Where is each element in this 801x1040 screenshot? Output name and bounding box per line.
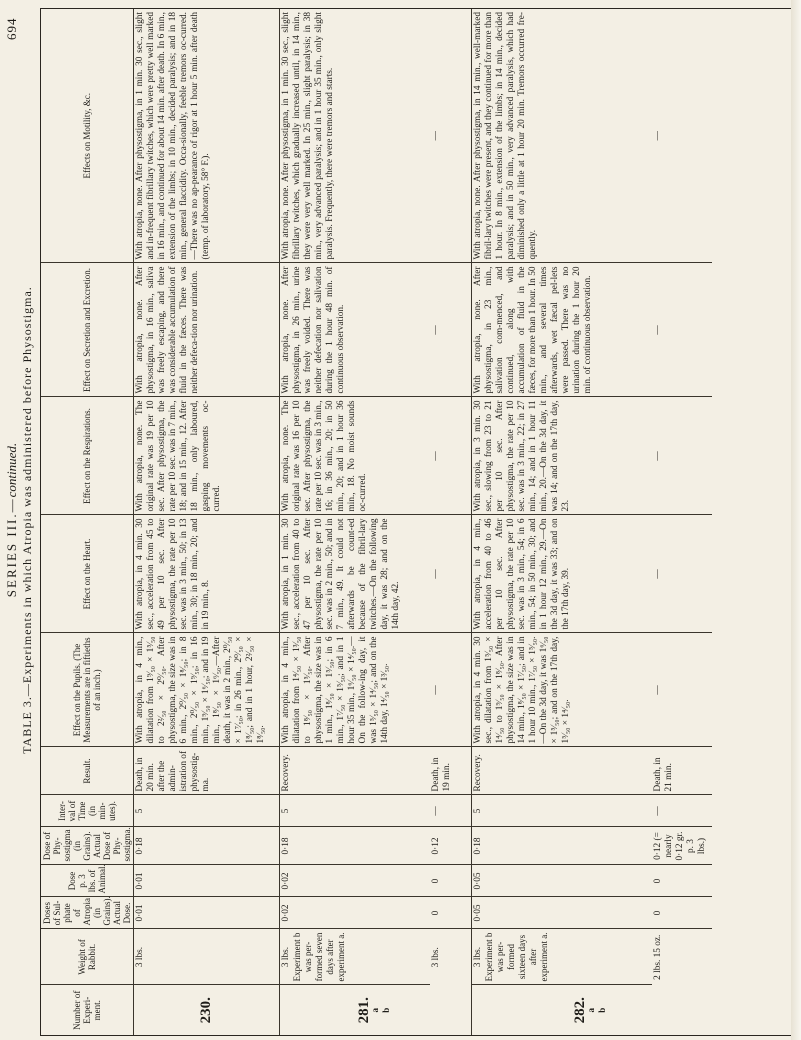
atropia-dose-per-3lbs: 0 [430,865,472,897]
header-pupils: Effect on the Pupils. (The Measurements are in fiftieths of an inch.) [41,633,134,747]
header-respiration: Effect on the Respirations. [41,397,134,515]
motility-effect: With atropia, none. After physostigma, in 1 min. 30 sec., slight and in-frequent fibrillary twitches, which were pretty well marked in 16 min., and continued for about 14 min. after death. In 6 min., extension of the limbs; in 10 min., decided paralysis; and in 18 min., general flaccidity. Occa-sionally, feeble tremors oc-curred.—There was no ap-pearance of rigor at 1 hour 5 min. after death (temp. of laboratory, 58° F.). [134,9,280,263]
header-weight: Weight of Rabbit. [41,929,134,985]
table-row [472,9,652,1035]
respiration-effect: — [652,397,712,515]
result: Death, in 21 min. [652,747,712,795]
secretion-effect: With atropia, none. After physostigma, in 23 min., salivation com-menced, and continued, along with accumulation of fluid in the fæces, for more than 1 hour. In 50 min., and several times afterwards, wet fæcal pel-lets were passed. There was no urination during the 1 hour 20 min. of continuous observation. [472,263,652,397]
header-physo [41,827,134,865]
experiment-label: 281. [356,997,372,1024]
series-suffix: continued. [4,442,19,498]
rabbit-weight: 3 lbs. [430,947,441,968]
pupil-effect: With atropia, in 4 min., dilatation from 1⁴⁄₅₀ × 1³⁄₅₀ to 1⁸⁄₅₀ × 1⁵⁄₅₀. After physostigma, the size was in 1 min., 1⁸⁄₅₀ × 1⁵⁄₅₀; in 6 min., 1⁷⁄₅₀ × 1⁵⁄₅₀; and in 1 hour 35 min., 1⁶⁄₅₀ × 1⁴⁄₅₀.—On the follow-ing day, it was 1⁵⁄₅₀ × 1⁴⁄₅₀; and on the 14th day, 1⁴⁄₅₀ × 1³⁄₅₀. [280,633,430,747]
heart-effect: With atropia, in 4 min. 30 sec., acceleration from 45 to 49 per 10 sec. After physostigma, the rate per 10 sec. was in 3 min., 50; in 13 min., 30; in 18 min., 20; and in 19 min., 8. [134,515,280,633]
experiments-table [41,9,712,1035]
data-table-frame [40,8,796,1036]
sub-experiment-b: b [597,1007,608,1013]
page-number: 694 [4,17,19,40]
physostigma-dose: 0·18 [134,827,280,865]
result: Recovery. [280,747,430,795]
header-atropia-actual-label: Actual Dose. [112,901,132,925]
sub-experiment-a: a [370,1008,380,1013]
pupil-effect: With atropia, in 4 min., dilatation from 1⁹⁄₅₀ × 1⁵⁄₅₀ to 2²⁄₅₀ × 2⁰⁄₅₀. After physostigma, the size was in 6 min., 2⁰⁄₅₀ × 1⁸⁄₅₀; in 8 min., 2⁰⁄₅₀ × 1⁹⁄₅₀; in 16 min., 1⁹⁄₅₀ × 1⁶⁄₅₀; and in 19 min., 1⁸⁄₅₀ × 1⁶⁄₅₀.—After death, it was in 2 min., 2⁰⁄₅₀ × 1⁷⁄₅₀; in 26 min., 2⁰⁄₅₀ × 1⁸⁄₅₀; and in 1 hour, 2²⁄₅₀ × 1⁸⁄₅₀. [134,633,280,747]
interval: — [430,795,472,827]
sub-experiment-a: a [586,1008,597,1013]
series-heading [4,0,20,1040]
atropia-dose-per-3lbs: 0·01 [134,865,280,897]
pupil-effect: With atropia, in 4 min. 30 sec., dilatation from 1⁵⁄₅₀ × 1⁴⁄₅₀ to 1⁹⁄₅₀ × 1⁸⁄₅₀. After physostigma, the size was in 14 min., 1⁸⁄₅₀ × 1⁷⁄₅₀; and in 1 hour 10 min., 1⁷⁄₅₀ × 1⁵⁄₅₀.—On the 3d day, it was 1⁶⁄₅₀ × 1⁵⁄₅₀; and on the 17th day, 1⁵⁄₅₀ × 1⁴⁄₅₀. [472,633,652,747]
pupil-effect: — [430,633,472,747]
heart-effect: With atropia, in 4 min., acceleration from 40 to 46 per 10 sec. After physostigma, the rate per 10 sec. was in 3 min., 54; in 6 min., 54; in 50 min., 30; and in 1 hour 12 min., 29.—On the 3d day, it was 33; and on the 17th day, 39. [472,515,652,633]
interval: 5 [280,795,430,827]
table-row [280,9,430,1035]
respiration-effect: With atropia, none. The original rate was 16 per 10 sec. After physostigma, the rate per 10 sec. was in 3 min., 16; in 36 min., 20; in 50 min., 20; and in 1 hour 36 min., 18. No moist sounds oc-curred. [280,397,430,515]
atropia-actual-dose: 0·01 [134,897,280,929]
header-atropia-actual [41,897,134,929]
result: Death, in 19 min. [430,747,472,795]
interval: 5 [472,795,652,827]
rabbit-weight: 2 lbs. 15 oz. [652,934,663,980]
table-row [652,9,712,1035]
atropia-dose-per-3lbs: 0·02 [280,865,430,897]
secretion-effect: — [652,263,712,397]
page-edge-shadow [791,0,801,1040]
rabbit-weight-value: 3 lbs. [281,946,291,968]
sub-experiment-b: b [381,1007,391,1013]
atropia-actual-dose: 0·02 [280,897,430,929]
atropia-dose-per-3lbs: 0 [652,865,712,897]
physostigma-dose: 0·18 [280,827,430,865]
series-prefix: SERIES III.— [4,497,19,598]
respiration-effect: With atropia, none. The original rate was 19 per 10 sec. After physostigma, the rate per 10 sec. was in 7 min., 18; and in 15 min., 12. After 18 min., only laboured, gasping movements oc-curred. [134,397,280,515]
heart-effect: — [430,515,472,633]
header-physo-group: Dose of Phy-sostigma (in Grains). [42,829,92,862]
header-motility: Effects on Motility, &c. [41,9,134,263]
header-atropia-group: Doses of Sul-phate of Atropia (in Grains). [42,896,112,926]
experiment-number: 230. [198,997,214,1024]
motility-effect: — [430,9,472,263]
atropia-dose-per-3lbs: 0·05 [472,865,652,897]
header-result: Result. [41,747,134,795]
physostigma-dose: 0·12 (= nearly 0·12 gr. p. 3 lbs.) [652,827,712,865]
header-atropia-per-lb: Dose p. 3 lbs. of Animal. [41,865,134,897]
result: Death, in 20 min. after the admin-istration of physostig-ma. [134,747,280,795]
pupil-effect: — [652,633,712,747]
secretion-effect: With atropia, none. After physostigma, in 16 min., saliva was freely escaping, and there was considerable accumulation of fluid in the fæces. There was neither defeca-tion nor urination. [134,263,280,397]
rabbit-weight-value: 3 lbs. [473,946,483,968]
secretion-effect: With atropia, none. After physostigma, in 26 min., urine was freely voided. There was neither defecation nor salivation during the 1 hour 48 min. of continuous observation. [280,263,430,397]
interval: 5 [134,795,280,827]
atropia-actual-dose: 0 [430,897,472,929]
header-heart: Effect on the Heart. [41,515,134,633]
motility-effect: With atropia, none. After physostigma, in 14 min., well-marked fibril-lary twitches were present, and they continued for more than 1 hour. In 8 min., extension of the limbs; in 14 min., decided paralysis; and in 50 min., very advanced paralysis, which had diminished only a little at 1 hour 20 min. Tremors occurred fre-quently. [472,9,652,263]
motility-effect: With atropia, none. After physostigma, in 1 min. 30 sec., slight fibrillary twitches, which gradually increased until, in 14 min., they were very well marked. In 25 min., slight paralysis; in 38 min., very advanced paralysis; and in 1 hour 35 min., only slight paralysis. Frequently, there were tremors and starts. [280,9,430,263]
experiment-number [280,985,472,1035]
physostigma-dose: 0·18 [472,827,652,865]
physostigma-dose: 0·12 [430,827,472,865]
interval: — [652,795,712,827]
table-title: TABLE 3.—Experiments in which Atropia was administered before Physostigma. [20,286,34,754]
experiment-number [472,985,712,1035]
rabbit-weight: 3 lbs. [134,929,280,985]
rabbit-weight [472,929,652,985]
header-number: Number of Experi-ment. [41,985,134,1035]
heart-effect: With atropia, in 1 min. 30 sec., acceleration from 40 to 47 per 10 sec. After physostigma, the rate per 10 sec. was in 2 min., 50; and in 7 min., 49. It could not afterwards be count-ed because of the fibril-lary twitches.—On the following day, it was 28; and on the 14th day, 42. [280,515,430,633]
table-row [430,9,472,1035]
header-secretion: Effect on Secretion and Excretion. [41,263,134,397]
header-interval: Inter-val of Time (in min-utes). [41,795,134,827]
atropia-actual-dose: 0 [652,897,712,929]
result: Recovery. [472,747,652,795]
experiment-label: 282. [572,997,589,1024]
experiment-note: Experiment b was per-formed sixteen days after experiment a. [484,932,549,982]
atropia-actual-dose: 0·05 [472,897,652,929]
respiration-effect: — [430,397,472,515]
rabbit-weight [280,929,430,985]
respiration-effect: With atropia, in 3 min. 30 sec., slowing from 23 to 21 per 10 sec. After physostigma, the rate per 10 sec. was in 3 min., 22; in 27 min., 14; and in 1 hour 11 min., 20.—On the 3d day, it was 14; and on the 17th day, 23. [472,397,652,515]
header-physo-actual: Actual Dose of Phy-sostigma. [92,827,132,862]
heart-effect: — [652,515,712,633]
motility-effect: — [652,9,712,263]
secretion-effect: — [430,263,472,397]
experiment-note: Experiment b was per-formed seven days after experiment a. [292,932,346,982]
table-row [134,9,280,1035]
